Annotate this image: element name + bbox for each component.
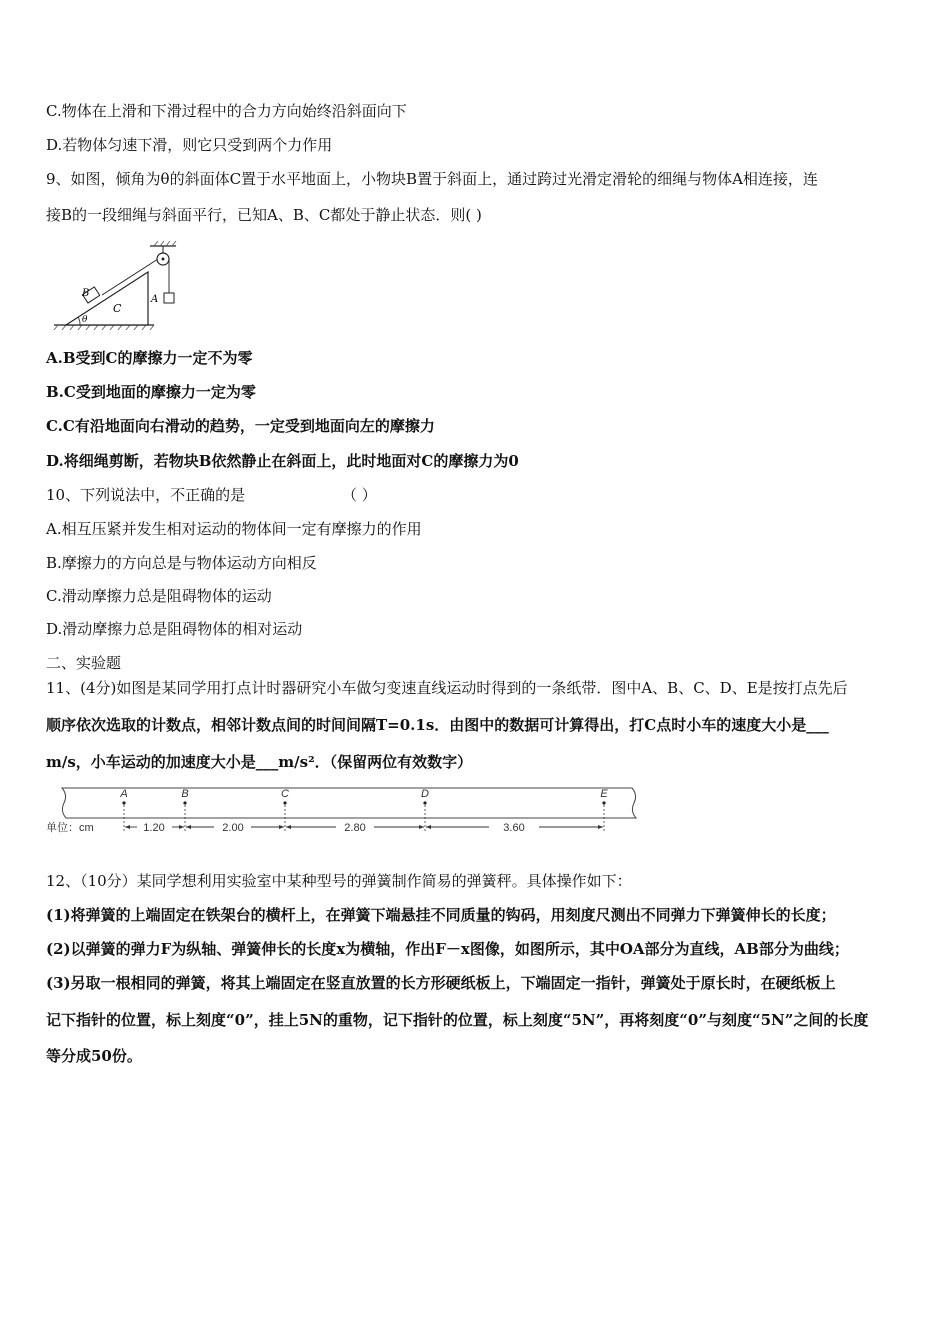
q8-option-c: C.物体在上滑和下滑过程中的合力方向始终沿斜面向下	[46, 102, 407, 120]
q10-stem-row	[46, 485, 906, 505]
point-label-c: C	[281, 788, 289, 800]
point-label-b: B	[181, 788, 189, 800]
label-c: C	[113, 302, 122, 315]
q9-stem-line1: 9、如图，倾角为θ的斜面体C置于水平地面上，小物块B置于斜面上，通过跨过光滑定滑轮的细绳与物体A相连接，连	[46, 170, 818, 188]
ceiling-hatching	[154, 241, 176, 246]
q10-answer-paren: （ ）	[342, 486, 377, 504]
q10-stem: 10、下列说法中，不正确的是	[46, 486, 246, 504]
q9-stem-line2: 接B的一段细绳与斜面平行，已知A、B、C都处于静止状态．则( )	[46, 206, 482, 224]
point-label-a: A	[120, 788, 128, 800]
paper-tape	[62, 788, 636, 818]
q8-option-d: D.若物体匀速下滑，则它只受到两个力作用	[46, 136, 333, 154]
q11-stem-line3: m/s，小车运动的加速度大小是___m/s²．（保留两位有效数字）	[46, 753, 473, 771]
q10-option-d: D.滑动摩擦力总是阻碍物体的相对运动	[46, 620, 303, 638]
q10-option-b: B.摩擦力的方向总是与物体运动方向相反	[46, 554, 317, 572]
section-title-experiment: 二、实验题	[46, 654, 122, 672]
incline-pulley-diagram	[46, 240, 186, 335]
q10-option-c: C.滑动摩擦力总是阻碍物体的运动	[46, 587, 272, 605]
q9-option-c: C.C有沿地面向右滑动的趋势，一定受到地面向左的摩擦力	[46, 417, 435, 435]
q12-step3-line3: 等分成50份。	[46, 1047, 142, 1065]
tape-unit-label: 单位：cm	[46, 822, 94, 834]
label-b: B	[82, 288, 90, 299]
q9-option-a: A.B受到C的摩擦力一定不为零	[46, 349, 253, 367]
q12-step3-line2: 记下指针的位置，标上刻度“0”，挂上5N的重物，记下指针的位置，标上刻度“5N”，再将刻度“0”与刻度“5N”之间的长度	[46, 1011, 869, 1029]
block-a	[164, 293, 174, 303]
label-a: A	[151, 294, 159, 305]
paper-tape-diagram	[44, 783, 644, 839]
q11-stem-line1: 11、(4分)如图是某同学用打点计时器研究小车做匀变速直线运动时得到的一条纸带．图中A、B、C、D、E是按打点先后	[46, 679, 848, 697]
point-label-d: D	[421, 788, 429, 800]
q11-stem-line2: 顺序依次选取的计数点，相邻计数点间的时间间隔T=0.1s．由图中的数据可计算得出，打C点时小车的速度大小是___	[46, 716, 829, 734]
ground-hatching	[54, 325, 154, 330]
pulley-axle	[162, 258, 165, 261]
q12-stem: 12、（10分）某同学想利用实验室中某种型号的弹簧制作简易的弹簧秤。具体操作如下：	[46, 872, 632, 890]
q12-step3-line1: (3)另取一根相同的弹簧，将其上端固定在竖直放置的长方形硬纸板上，下端固定一指针，弹簧处于原长时，在硬纸板上	[46, 974, 836, 992]
theta-label: θ	[82, 315, 88, 325]
point-label-e: E	[600, 788, 608, 800]
q9-option-b: B.C受到地面的摩擦力一定为零	[46, 383, 256, 401]
q10-option-a: A.相互压紧并发生相对运动的物体间一定有摩擦力的作用	[46, 520, 422, 538]
segment-ab: 1.20	[143, 822, 165, 834]
segment-cd: 2.80	[344, 822, 366, 834]
segment-bc: 2.00	[222, 822, 244, 834]
segment-de: 3.60	[503, 822, 525, 834]
q12-step1: (1)将弹簧的上端固定在铁架台的横杆上，在弹簧下端悬挂不同质量的钩码，用刻度尺测出不同弹力下弹簧伸长的长度；	[46, 906, 836, 924]
q9-option-d: D.将细绳剪断，若物块B依然静止在斜面上，此时地面对C的摩擦力为0	[46, 452, 519, 470]
q12-step2: (2)以弹簧的弹力F为纵轴、弹簧伸长的长度x为横轴，作出F－x图像，如图所示，其中OA部分为直线，AB部分为曲线；	[46, 940, 849, 958]
